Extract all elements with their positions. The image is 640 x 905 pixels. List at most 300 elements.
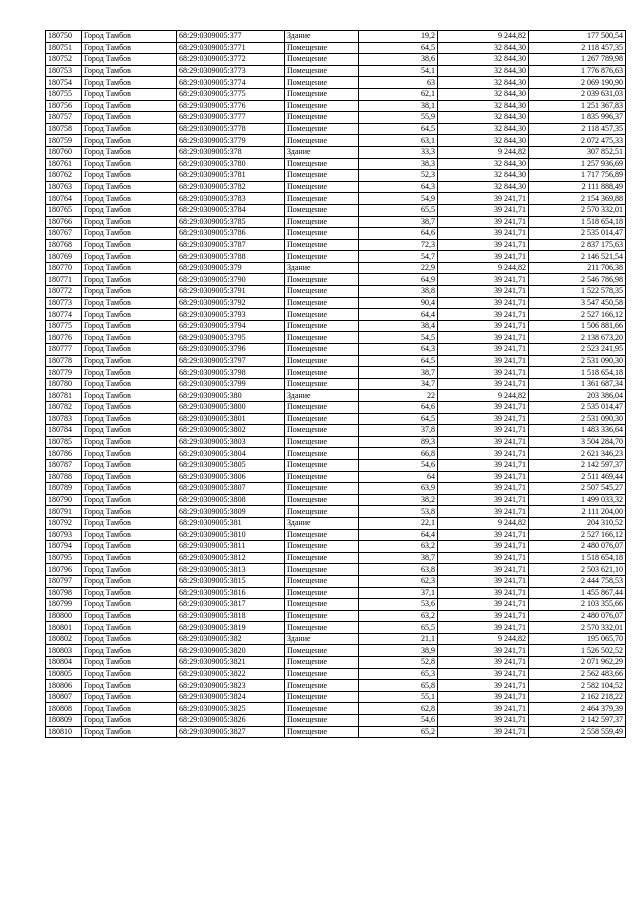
cadastral-cost-cell: 1 518 654,18 <box>529 216 626 228</box>
object-type-cell: Помещение <box>285 274 359 286</box>
cadastral-number-cell: 68:29:0309005:378 <box>177 146 285 158</box>
specific-cost-cell: 39 241,71 <box>438 193 529 205</box>
area-cell: 37,8 <box>359 425 438 437</box>
area-cell: 34,7 <box>359 378 438 390</box>
specific-cost-cell: 32 844,30 <box>438 42 529 54</box>
area-cell: 54,6 <box>359 459 438 471</box>
city-cell: Город Тамбов <box>82 726 177 738</box>
area-cell: 63,2 <box>359 541 438 553</box>
cadastral-number-cell: 68:29:0309005:3795 <box>177 332 285 344</box>
city-cell: Город Тамбов <box>82 552 177 564</box>
specific-cost-cell: 9 244,82 <box>438 633 529 645</box>
city-cell: Город Тамбов <box>82 541 177 553</box>
specific-cost-cell: 39 241,71 <box>438 587 529 599</box>
area-cell: 38,2 <box>359 494 438 506</box>
city-cell: Город Тамбов <box>82 251 177 263</box>
object-type-cell: Помещение <box>285 691 359 703</box>
object-type-cell: Помещение <box>285 448 359 460</box>
area-cell: 55,9 <box>359 112 438 124</box>
area-cell: 72,3 <box>359 239 438 251</box>
city-cell: Город Тамбов <box>82 471 177 483</box>
cadastral-number-cell: 68:29:0309005:3826 <box>177 715 285 727</box>
cadastral-number-cell: 68:29:0309005:3796 <box>177 344 285 356</box>
table-row <box>46 286 626 298</box>
table-row <box>46 471 626 483</box>
object-type-cell: Помещение <box>285 355 359 367</box>
row-id-cell: 180777 <box>46 344 82 356</box>
area-cell: 38,7 <box>359 552 438 564</box>
object-type-cell: Помещение <box>285 100 359 112</box>
row-id-cell: 180795 <box>46 552 82 564</box>
specific-cost-cell: 39 241,71 <box>438 471 529 483</box>
table-row <box>46 112 626 124</box>
row-id-cell: 180788 <box>46 471 82 483</box>
cadastral-number-cell: 68:29:0309005:3790 <box>177 274 285 286</box>
city-cell: Город Тамбов <box>82 88 177 100</box>
object-type-cell: Помещение <box>285 668 359 680</box>
table-row <box>46 459 626 471</box>
specific-cost-cell: 39 241,71 <box>438 320 529 332</box>
cadastral-cost-cell: 2 444 758,53 <box>529 575 626 587</box>
object-type-cell: Здание <box>285 633 359 645</box>
area-cell: 19,2 <box>359 31 438 43</box>
cadastral-number-cell: 68:29:0309005:3803 <box>177 436 285 448</box>
object-type-cell: Помещение <box>285 54 359 66</box>
specific-cost-cell: 39 241,71 <box>438 645 529 657</box>
cadastral-number-cell: 68:29:0309005:3771 <box>177 42 285 54</box>
specific-cost-cell: 39 241,71 <box>438 309 529 321</box>
cadastral-number-cell: 68:29:0309005:3824 <box>177 691 285 703</box>
cadastral-cost-cell: 2 503 621,10 <box>529 564 626 576</box>
area-cell: 22 <box>359 390 438 402</box>
object-type-cell: Помещение <box>285 309 359 321</box>
cadastral-number-cell: 68:29:0309005:3820 <box>177 645 285 657</box>
city-cell: Город Тамбов <box>82 703 177 715</box>
city-cell: Город Тамбов <box>82 262 177 274</box>
city-cell: Город Тамбов <box>82 680 177 692</box>
cadastral-number-cell: 68:29:0309005:3825 <box>177 703 285 715</box>
object-type-cell: Помещение <box>285 204 359 216</box>
city-cell: Город Тамбов <box>82 367 177 379</box>
city-cell: Город Тамбов <box>82 425 177 437</box>
area-cell: 65,3 <box>359 668 438 680</box>
object-type-cell: Помещение <box>285 471 359 483</box>
table-row <box>46 355 626 367</box>
cadastral-number-cell: 68:29:0309005:3822 <box>177 668 285 680</box>
specific-cost-cell: 39 241,71 <box>438 657 529 669</box>
table-row <box>46 88 626 100</box>
area-cell: 62,1 <box>359 88 438 100</box>
cadastral-number-cell: 68:29:0309005:3784 <box>177 204 285 216</box>
object-type-cell: Помещение <box>285 436 359 448</box>
cadastral-cost-cell: 2 562 483,66 <box>529 668 626 680</box>
area-cell: 65,8 <box>359 680 438 692</box>
object-type-cell: Помещение <box>285 599 359 611</box>
city-cell: Город Тамбов <box>82 100 177 112</box>
area-cell: 64,4 <box>359 529 438 541</box>
table-row <box>46 344 626 356</box>
object-type-cell: Помещение <box>285 506 359 518</box>
table-row <box>46 564 626 576</box>
area-cell: 52,8 <box>359 657 438 669</box>
specific-cost-cell: 39 241,71 <box>438 228 529 240</box>
cadastral-number-cell: 68:29:0309005:3805 <box>177 459 285 471</box>
object-type-cell: Помещение <box>285 680 359 692</box>
specific-cost-cell: 39 241,71 <box>438 691 529 703</box>
object-type-cell: Здание <box>285 146 359 158</box>
city-cell: Город Тамбов <box>82 123 177 135</box>
cadastral-cost-cell: 1 506 881,66 <box>529 320 626 332</box>
city-cell: Город Тамбов <box>82 402 177 414</box>
object-type-cell: Помещение <box>285 564 359 576</box>
row-id-cell: 180805 <box>46 668 82 680</box>
cadastral-number-cell: 68:29:0309005:3806 <box>177 471 285 483</box>
cadastral-number-cell: 68:29:0309005:3775 <box>177 88 285 100</box>
object-type-cell: Помещение <box>285 541 359 553</box>
row-id-cell: 180771 <box>46 274 82 286</box>
table-row <box>46 575 626 587</box>
city-cell: Город Тамбов <box>82 599 177 611</box>
cadastral-number-cell: 68:29:0309005:3799 <box>177 378 285 390</box>
row-id-cell: 180781 <box>46 390 82 402</box>
row-id-cell: 180804 <box>46 657 82 669</box>
specific-cost-cell: 39 241,71 <box>438 413 529 425</box>
row-id-cell: 180801 <box>46 622 82 634</box>
cadastral-number-cell: 68:29:0309005:3788 <box>177 251 285 263</box>
document-page <box>45 30 626 738</box>
table-row <box>46 413 626 425</box>
object-type-cell: Помещение <box>285 42 359 54</box>
city-cell: Город Тамбов <box>82 633 177 645</box>
city-cell: Город Тамбов <box>82 77 177 89</box>
table-row <box>46 193 626 205</box>
specific-cost-cell: 39 241,71 <box>438 529 529 541</box>
object-type-cell: Помещение <box>285 645 359 657</box>
city-cell: Город Тамбов <box>82 506 177 518</box>
specific-cost-cell: 39 241,71 <box>438 575 529 587</box>
table-row <box>46 494 626 506</box>
row-id-cell: 180759 <box>46 135 82 147</box>
row-id-cell: 180807 <box>46 691 82 703</box>
row-id-cell: 180756 <box>46 100 82 112</box>
specific-cost-cell: 32 844,30 <box>438 54 529 66</box>
object-type-cell: Помещение <box>285 88 359 100</box>
cadastral-number-cell: 68:29:0309005:3821 <box>177 657 285 669</box>
table-row <box>46 552 626 564</box>
city-cell: Город Тамбов <box>82 575 177 587</box>
cadastral-number-cell: 68:29:0309005:3773 <box>177 65 285 77</box>
area-cell: 63 <box>359 77 438 89</box>
table-row <box>46 146 626 158</box>
row-id-cell: 180774 <box>46 309 82 321</box>
row-id-cell: 180794 <box>46 541 82 553</box>
cadastral-cost-cell: 2 464 379,39 <box>529 703 626 715</box>
specific-cost-cell: 39 241,71 <box>438 680 529 692</box>
row-id-cell: 180762 <box>46 170 82 182</box>
table-row <box>46 297 626 309</box>
table-row <box>46 204 626 216</box>
cadastral-cost-cell: 2 154 369,88 <box>529 193 626 205</box>
row-id-cell: 180785 <box>46 436 82 448</box>
table-row <box>46 181 626 193</box>
cadastral-cost-cell: 2 142 597,37 <box>529 715 626 727</box>
area-cell: 65,5 <box>359 204 438 216</box>
cadastral-number-cell: 68:29:0309005:3800 <box>177 402 285 414</box>
cadastral-number-cell: 68:29:0309005:3776 <box>177 100 285 112</box>
row-id-cell: 180757 <box>46 112 82 124</box>
area-cell: 65,2 <box>359 726 438 738</box>
cadastral-number-cell: 68:29:0309005:3786 <box>177 228 285 240</box>
object-type-cell: Помещение <box>285 726 359 738</box>
row-id-cell: 180784 <box>46 425 82 437</box>
area-cell: 54,5 <box>359 332 438 344</box>
row-id-cell: 180769 <box>46 251 82 263</box>
object-type-cell: Помещение <box>285 552 359 564</box>
object-type-cell: Помещение <box>285 239 359 251</box>
cadastral-cost-cell: 1 717 756,89 <box>529 170 626 182</box>
row-id-cell: 180773 <box>46 297 82 309</box>
city-cell: Город Тамбов <box>82 483 177 495</box>
specific-cost-cell: 39 241,71 <box>438 297 529 309</box>
cadastral-number-cell: 68:29:0309005:379 <box>177 262 285 274</box>
cadastral-number-cell: 68:29:0309005:380 <box>177 390 285 402</box>
object-type-cell: Помещение <box>285 402 359 414</box>
specific-cost-cell: 39 241,71 <box>438 204 529 216</box>
object-type-cell: Помещение <box>285 332 359 344</box>
area-cell: 64,5 <box>359 42 438 54</box>
table-row <box>46 448 626 460</box>
table-row <box>46 599 626 611</box>
area-cell: 37,1 <box>359 587 438 599</box>
city-cell: Город Тамбов <box>82 31 177 43</box>
area-cell: 90,4 <box>359 297 438 309</box>
area-cell: 38,1 <box>359 100 438 112</box>
city-cell: Город Тамбов <box>82 320 177 332</box>
cadastral-number-cell: 68:29:0309005:3802 <box>177 425 285 437</box>
area-cell: 62,8 <box>359 703 438 715</box>
city-cell: Город Тамбов <box>82 459 177 471</box>
specific-cost-cell: 39 241,71 <box>438 668 529 680</box>
table-row <box>46 54 626 66</box>
object-type-cell: Помещение <box>285 425 359 437</box>
specific-cost-cell: 39 241,71 <box>438 541 529 553</box>
specific-cost-cell: 9 244,82 <box>438 390 529 402</box>
specific-cost-cell: 39 241,71 <box>438 239 529 251</box>
cadastral-cost-cell: 2 480 076,07 <box>529 541 626 553</box>
specific-cost-cell: 39 241,71 <box>438 506 529 518</box>
table-row <box>46 680 626 692</box>
specific-cost-cell: 39 241,71 <box>438 251 529 263</box>
area-cell: 63,8 <box>359 564 438 576</box>
specific-cost-cell: 39 241,71 <box>438 344 529 356</box>
area-cell: 64,5 <box>359 123 438 135</box>
row-id-cell: 180754 <box>46 77 82 89</box>
table-row <box>46 645 626 657</box>
object-type-cell: Помещение <box>285 286 359 298</box>
city-cell: Город Тамбов <box>82 158 177 170</box>
cadastral-cost-cell: 2 511 469,44 <box>529 471 626 483</box>
row-id-cell: 180760 <box>46 146 82 158</box>
city-cell: Город Тамбов <box>82 65 177 77</box>
cadastral-number-cell: 68:29:0309005:3823 <box>177 680 285 692</box>
specific-cost-cell: 32 844,30 <box>438 100 529 112</box>
cadastral-cost-cell: 1 526 502,52 <box>529 645 626 657</box>
row-id-cell: 180753 <box>46 65 82 77</box>
cadastral-cost-cell: 195 065,70 <box>529 633 626 645</box>
table-row <box>46 715 626 727</box>
row-id-cell: 180783 <box>46 413 82 425</box>
specific-cost-cell: 39 241,71 <box>438 459 529 471</box>
table-row <box>46 239 626 251</box>
table-row <box>46 668 626 680</box>
table-row <box>46 726 626 738</box>
cadastral-number-cell: 68:29:0309005:3798 <box>177 367 285 379</box>
table-row <box>46 529 626 541</box>
cadastral-cost-cell: 2 162 218,22 <box>529 691 626 703</box>
city-cell: Город Тамбов <box>82 645 177 657</box>
table-row <box>46 332 626 344</box>
city-cell: Город Тамбов <box>82 286 177 298</box>
cadastral-number-cell: 68:29:0309005:3792 <box>177 297 285 309</box>
cadastral-cost-cell: 2 570 332,01 <box>529 622 626 634</box>
area-cell: 64,3 <box>359 344 438 356</box>
table-row <box>46 622 626 634</box>
area-cell: 38,4 <box>359 320 438 332</box>
city-cell: Город Тамбов <box>82 332 177 344</box>
area-cell: 89,3 <box>359 436 438 448</box>
cadastral-cost-cell: 1 251 367,83 <box>529 100 626 112</box>
cadastral-number-cell: 68:29:0309005:3785 <box>177 216 285 228</box>
area-cell: 62,3 <box>359 575 438 587</box>
area-cell: 64,6 <box>359 402 438 414</box>
table-row <box>46 262 626 274</box>
row-id-cell: 180808 <box>46 703 82 715</box>
object-type-cell: Помещение <box>285 610 359 622</box>
specific-cost-cell: 39 241,71 <box>438 332 529 344</box>
city-cell: Город Тамбов <box>82 436 177 448</box>
city-cell: Город Тамбов <box>82 228 177 240</box>
object-type-cell: Помещение <box>285 170 359 182</box>
area-cell: 22,9 <box>359 262 438 274</box>
table-row <box>46 170 626 182</box>
cadastral-number-cell: 68:29:0309005:3797 <box>177 355 285 367</box>
city-cell: Город Тамбов <box>82 448 177 460</box>
city-cell: Город Тамбов <box>82 42 177 54</box>
city-cell: Город Тамбов <box>82 715 177 727</box>
object-type-cell: Помещение <box>285 378 359 390</box>
cadastral-cost-cell: 2 621 346,23 <box>529 448 626 460</box>
cadastral-cost-cell: 1 835 996,37 <box>529 112 626 124</box>
table-row <box>46 320 626 332</box>
cadastral-cost-cell: 2 527 166,12 <box>529 529 626 541</box>
area-cell: 33,3 <box>359 146 438 158</box>
specific-cost-cell: 39 241,71 <box>438 703 529 715</box>
area-cell: 64 <box>359 471 438 483</box>
specific-cost-cell: 39 241,71 <box>438 610 529 622</box>
cadastral-cost-cell: 204 310,52 <box>529 517 626 529</box>
cadastral-cost-cell: 2 507 545,27 <box>529 483 626 495</box>
table-row <box>46 541 626 553</box>
row-id-cell: 180803 <box>46 645 82 657</box>
cadastral-cost-cell: 2 103 355,66 <box>529 599 626 611</box>
cadastral-cost-cell: 2 142 597,37 <box>529 459 626 471</box>
area-cell: 64,5 <box>359 355 438 367</box>
city-cell: Город Тамбов <box>82 390 177 402</box>
cadastral-number-cell: 68:29:0309005:3813 <box>177 564 285 576</box>
specific-cost-cell: 39 241,71 <box>438 552 529 564</box>
table-row <box>46 703 626 715</box>
object-type-cell: Помещение <box>285 703 359 715</box>
object-type-cell: Помещение <box>285 494 359 506</box>
cadastral-cost-cell: 2 118 457,35 <box>529 42 626 54</box>
cadastral-cost-cell: 2 071 962,29 <box>529 657 626 669</box>
cadastral-number-cell: 68:29:0309005:3827 <box>177 726 285 738</box>
object-type-cell: Помещение <box>285 135 359 147</box>
row-id-cell: 180789 <box>46 483 82 495</box>
city-cell: Город Тамбов <box>82 657 177 669</box>
object-type-cell: Помещение <box>285 622 359 634</box>
object-type-cell: Помещение <box>285 715 359 727</box>
object-type-cell: Помещение <box>285 657 359 669</box>
specific-cost-cell: 9 244,82 <box>438 146 529 158</box>
row-id-cell: 180806 <box>46 680 82 692</box>
cadastral-number-cell: 68:29:0309005:3810 <box>177 529 285 541</box>
cadastral-number-cell: 68:29:0309005:3816 <box>177 587 285 599</box>
object-type-cell: Помещение <box>285 320 359 332</box>
table-row <box>46 378 626 390</box>
city-cell: Город Тамбов <box>82 309 177 321</box>
cadastral-cost-cell: 1 776 876,63 <box>529 65 626 77</box>
row-id-cell: 180767 <box>46 228 82 240</box>
cadastral-number-cell: 68:29:0309005:3811 <box>177 541 285 553</box>
area-cell: 55,1 <box>359 691 438 703</box>
object-type-cell: Помещение <box>285 483 359 495</box>
cadastral-number-cell: 68:29:0309005:3801 <box>177 413 285 425</box>
specific-cost-cell: 39 241,71 <box>438 599 529 611</box>
cadastral-cost-cell: 2 523 241,95 <box>529 344 626 356</box>
cadastral-cost-cell: 1 267 789,98 <box>529 54 626 66</box>
specific-cost-cell: 39 241,71 <box>438 726 529 738</box>
object-type-cell: Здание <box>285 517 359 529</box>
city-cell: Город Тамбов <box>82 297 177 309</box>
specific-cost-cell: 32 844,30 <box>438 135 529 147</box>
specific-cost-cell: 39 241,71 <box>438 483 529 495</box>
cadastral-number-cell: 68:29:0309005:3777 <box>177 112 285 124</box>
area-cell: 64,4 <box>359 309 438 321</box>
row-id-cell: 180766 <box>46 216 82 228</box>
area-cell: 54,1 <box>359 65 438 77</box>
row-id-cell: 180802 <box>46 633 82 645</box>
table-row <box>46 42 626 54</box>
cadastral-cost-cell: 2 039 631,03 <box>529 88 626 100</box>
area-cell: 65,5 <box>359 622 438 634</box>
row-id-cell: 180764 <box>46 193 82 205</box>
row-id-cell: 180752 <box>46 54 82 66</box>
cadastral-cost-cell: 177 500,54 <box>529 31 626 43</box>
cadastral-cost-cell: 203 386,04 <box>529 390 626 402</box>
city-cell: Город Тамбов <box>82 564 177 576</box>
area-cell: 63,9 <box>359 483 438 495</box>
specific-cost-cell: 39 241,71 <box>438 286 529 298</box>
cadastral-number-cell: 68:29:0309005:3794 <box>177 320 285 332</box>
object-type-cell: Помещение <box>285 112 359 124</box>
cadastral-number-cell: 68:29:0309005:3809 <box>177 506 285 518</box>
area-cell: 54,6 <box>359 715 438 727</box>
cadastral-cost-cell: 1 483 336,64 <box>529 425 626 437</box>
object-type-cell: Помещение <box>285 529 359 541</box>
table-row <box>46 251 626 263</box>
cadastral-number-cell: 68:29:0309005:3808 <box>177 494 285 506</box>
